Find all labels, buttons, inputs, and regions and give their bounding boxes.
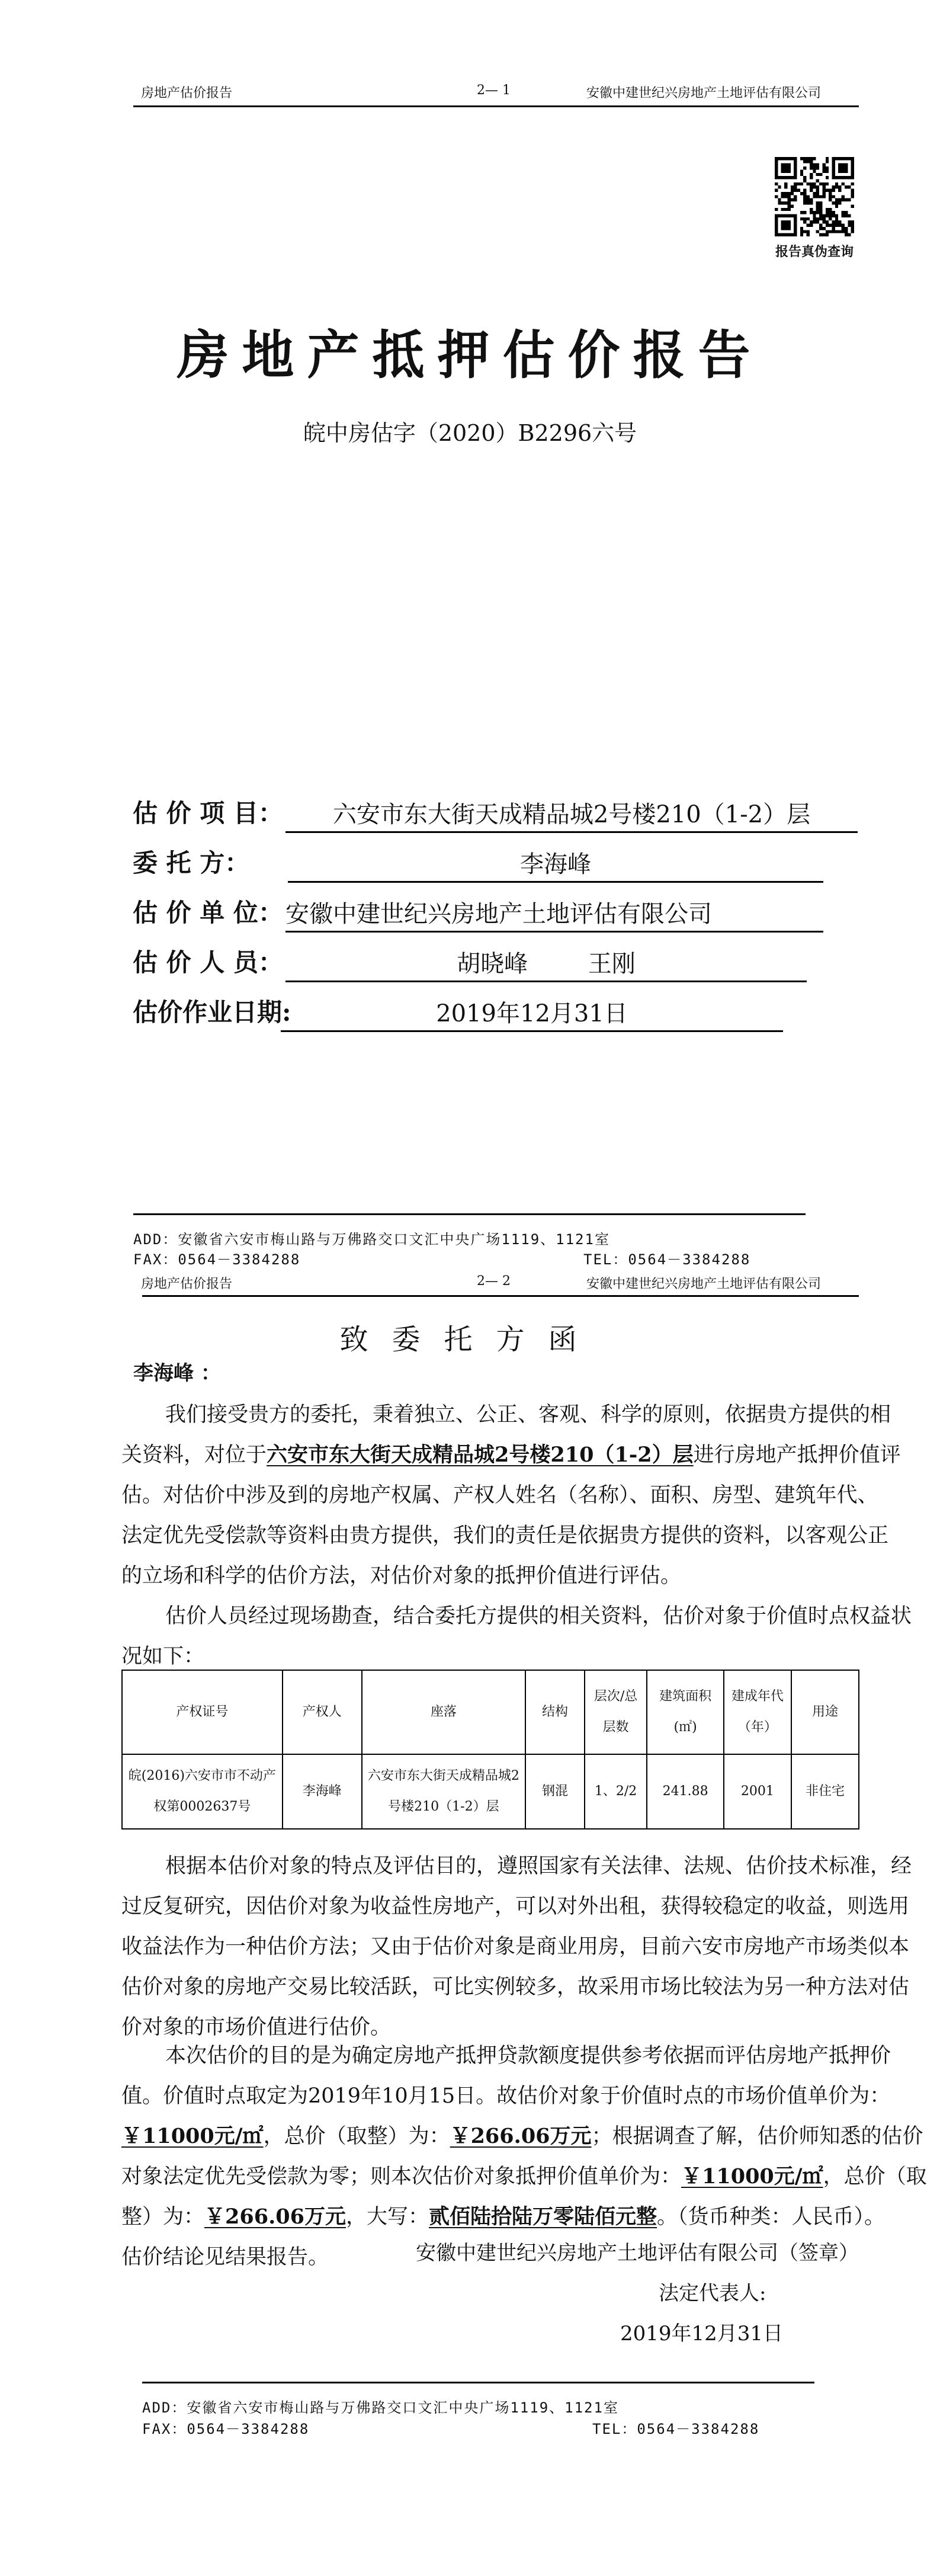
footer-tel: TEL：0564－3384288 (592, 2421, 760, 2437)
field-value: 安徽中建世纪兴房地产土地评估有限公司 (285, 898, 823, 933)
td-area: 241.88 (647, 1754, 724, 1829)
header-doc-type: 房地产估价报告 (141, 1277, 233, 1292)
footer-divider (133, 1213, 806, 1215)
report-title: 房地产抵押估价报告 (177, 324, 763, 386)
emphasized-text: 六安市东大街天成精品城2号楼210（1-2）层 (267, 1443, 694, 1467)
letter-line (121, 1974, 910, 2000)
body-text: 估价结论见结果报告。 (121, 2245, 329, 2269)
td-year: 2001 (724, 1754, 791, 1829)
body-text: 本次估价的目的是为确定房地产抵押贷款额度提供参考依据而评估房地产抵押价 (165, 2044, 891, 2068)
body-text: ；根据调查了解，估价师知悉的估价 (591, 2125, 923, 2148)
body-text: 值。价值时点取定为2019年10月15日。故估价对象于价值时点的市场价值单价为： (121, 2084, 891, 2108)
th-use: 用途 (791, 1670, 859, 1754)
letter-line (121, 1934, 910, 1960)
header-company: 安徽中建世纪兴房地产土地评估有限公司 (586, 86, 822, 101)
td-floor: 1、2/2 (585, 1754, 647, 1829)
letter-line (121, 1643, 859, 1670)
body-text: 估价人员经过现场勘查，结合委托方提供的相关资料，估价对象于价值时点权益状 (165, 1604, 912, 1628)
body-text: 我们接受贵方的委托，秉着独立、公正、客观、科学的原则，依据贵方提供的相 (165, 1403, 891, 1427)
emphasized-text: ￥266.06万元 (450, 2124, 592, 2148)
letter-title: 致委托方函 (339, 1323, 601, 1356)
body-text: 的立场和科学的估价方法，对估价对象的抵押价值进行评估。 (121, 1564, 682, 1588)
qr-caption: 报告真伪查询 (775, 244, 854, 259)
body-text: ，总价（取整）为： (263, 2125, 450, 2148)
letter-line (121, 1563, 859, 1589)
th-cert-no: 产权证号 (122, 1670, 283, 1754)
th-year: 建成年代（年） (724, 1670, 791, 1754)
footer-divider (142, 2382, 814, 2383)
th-owner: 产权人 (283, 1670, 362, 1754)
signature-date: 2019年12月31日 (620, 2322, 784, 2346)
field-client (133, 847, 861, 883)
field-label: 委 托 方： (133, 848, 250, 877)
letter-line (121, 2164, 927, 2190)
td-use: 非住宅 (791, 1754, 859, 1829)
body-text: 关资料，对位于 (121, 1443, 267, 1467)
emphasized-text: ￥11000元/㎡ (681, 2164, 823, 2189)
salutation: 李海峰 ： (133, 1361, 221, 1385)
letter-line (121, 2043, 891, 2069)
signature-company: 安徽中建世纪兴房地产土地评估有限公司（签章） (416, 2241, 859, 2265)
field-label: 估 价 项 目： (133, 799, 283, 828)
qr-code-icon[interactable] (775, 157, 854, 236)
signature-legal-rep: 法定代表人: (659, 2282, 766, 2305)
body-text: 法定优先受偿款等资料由贵方提供，我们的责任是依据贵方提供的资料，以客观公正 (121, 1524, 889, 1547)
field-value: 胡晓峰 王刚 (285, 947, 807, 982)
letter-line (121, 1853, 912, 1879)
th-area: 建筑面积(㎡) (647, 1670, 724, 1754)
report-number: 皖中房估字（2020）B2296六号 (303, 420, 637, 446)
letter-line (121, 1482, 878, 1508)
letter-line (121, 1442, 901, 1468)
field-label: 估 价 单 位： (133, 898, 283, 927)
header-page-number: 2— 1 (477, 83, 511, 98)
field-appraisal-unit (133, 897, 861, 933)
field-value: 李海峰 (288, 848, 823, 883)
header-divider (133, 105, 859, 107)
td-owner: 李海峰 (283, 1754, 362, 1829)
table-row (122, 1754, 859, 1829)
field-appraisal-item (133, 797, 861, 833)
body-text: 过反复研究，因估价对象为收益性房地产，可以对外出租，获得较稳定的收益，则选用 (121, 1895, 910, 1918)
body-text: 估。对估价中涉及到的房地产权属、产权人姓名（名称）、面积、房型、建筑年代、 (121, 1484, 878, 1507)
body-text: 况如下： (121, 1645, 205, 1668)
td-cert-no: 皖(2016)六安市市不动产权第0002637号 (122, 1754, 283, 1829)
td-location: 六安市东大街天成精品城2号楼210（1-2）层 (362, 1754, 525, 1829)
table-header-row (122, 1670, 859, 1754)
header-company: 安徽中建世纪兴房地产土地评估有限公司 (586, 1277, 822, 1292)
footer-address: ADD：安徽省六安市梅山路与万佛路交口文汇中央广场1119、1121室 (142, 2399, 619, 2416)
field-value: 2019年12月31日 (281, 997, 783, 1032)
field-label: 估价作业日期: (133, 998, 291, 1027)
header-doc-type: 房地产估价报告 (141, 86, 233, 101)
property-table (121, 1670, 859, 1830)
th-structure: 结构 (525, 1670, 585, 1754)
letter-line (121, 2204, 886, 2230)
th-location: 座落 (362, 1670, 525, 1754)
field-value: 六安市东大街天成精品城2号楼210（1-2）层 (285, 798, 858, 833)
field-appraisers (133, 947, 861, 982)
letter-line (121, 1402, 891, 1428)
letter-line (121, 2083, 891, 2109)
emphasized-text: ￥11000元/㎡ (121, 2124, 264, 2148)
emphasized-text: ￥266.06万元 (204, 2205, 346, 2229)
body-text: 进行房地产抵押价值评 (693, 1443, 901, 1467)
header-page-number: 2— 2 (477, 1274, 511, 1289)
letter-line (121, 1893, 910, 1920)
letter-line (121, 2014, 859, 2040)
emphasized-text: 贰佰陆拾陆万零陆佰元整 (428, 2205, 657, 2229)
header-divider (142, 1295, 859, 1297)
footer-address: ADD：安徽省六安市梅山路与万佛路交口文汇中央广场1119、1121室 (133, 1231, 610, 1248)
body-text: 整）为： (121, 2205, 205, 2229)
footer-fax: FAX：0564－3384288 (133, 1251, 301, 1268)
field-label: 估 价 人 员： (133, 948, 283, 977)
footer-tel: TEL：0564－3384288 (583, 1251, 751, 1268)
th-floor: 层次/总层数 (585, 1670, 647, 1754)
letter-line (121, 2123, 923, 2149)
body-text: 。（货币种类：人民币）。 (657, 2205, 886, 2229)
body-text: 对象法定优先受偿款为零；则本次估价对象抵押价值单价为： (121, 2165, 682, 2189)
footer-fax: FAX：0564－3384288 (142, 2421, 310, 2437)
body-text: 估价对象的房地产交易比较活跃，可比实例较多，故采用市场比较法为另一种方法对估 (121, 1975, 910, 1999)
body-text: 价对象的市场价值进行估价。 (121, 2016, 392, 2039)
body-text: 根据本估价对象的特点及评估目的，遵照国家有关法律、法规、估价技术标准，经 (165, 1854, 912, 1878)
body-text: 收益法作为一种估价方法；又由于估价对象是商业用房，目前六安市房地产市场类似本 (121, 1935, 910, 1959)
letter-line (121, 1603, 912, 1629)
field-work-date (133, 997, 861, 1032)
td-structure: 钢混 (525, 1754, 585, 1829)
body-text: ，总价（取 (823, 2165, 927, 2189)
letter-line (121, 1523, 889, 1549)
body-text: ，大写： (345, 2205, 429, 2229)
